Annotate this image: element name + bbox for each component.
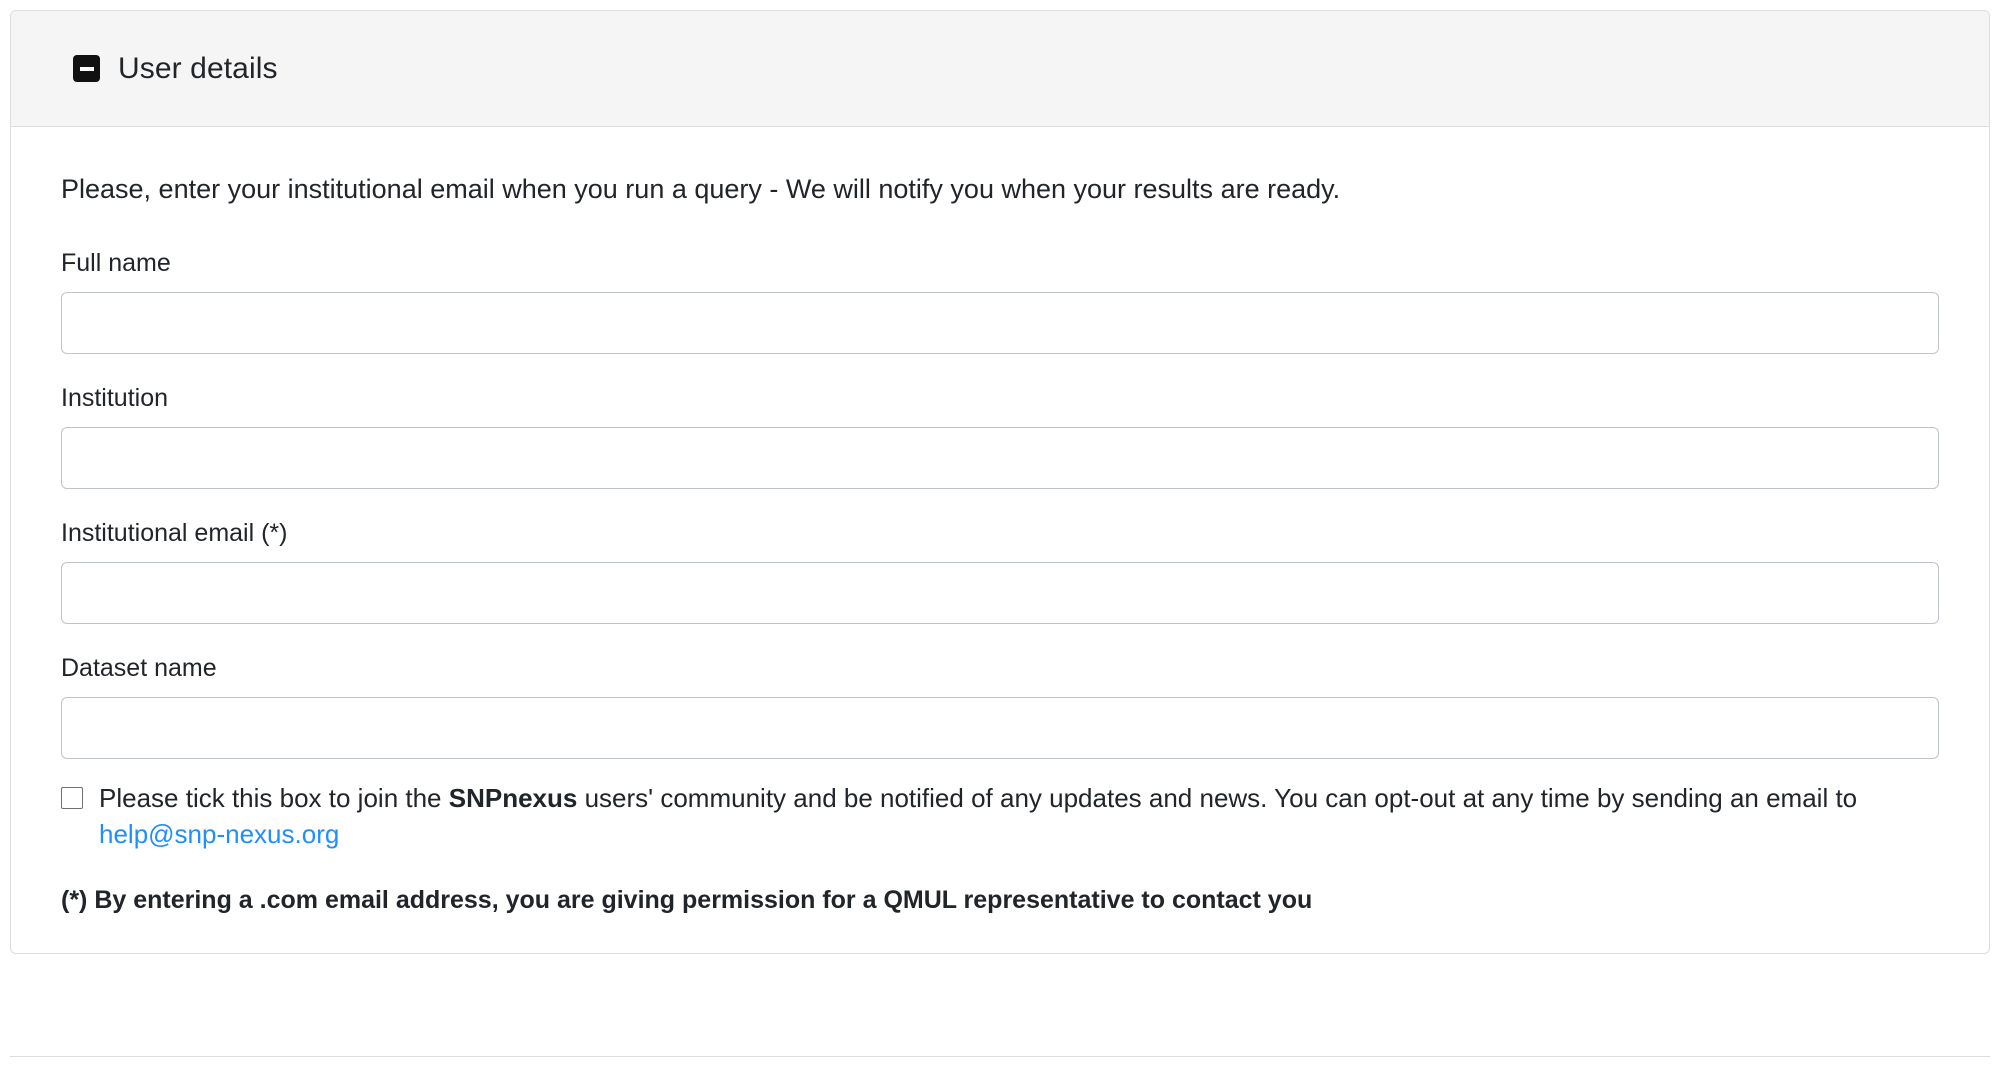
community-opt-in-checkbox[interactable] — [61, 787, 83, 809]
consent-row — [61, 781, 1939, 852]
full-name-input[interactable] — [61, 292, 1939, 354]
panel-header[interactable] — [11, 11, 1989, 127]
field-dataset-name — [61, 654, 1939, 759]
field-institution — [61, 384, 1939, 489]
consent-text-after: users' community and be notified of any updates and news. You can opt-out at any time by sending an email to — [577, 783, 1858, 814]
collapse-minus-icon[interactable] — [73, 55, 100, 82]
institutional-email-label: Institutional email (*) — [61, 519, 288, 548]
panel-body — [11, 127, 1989, 915]
field-institutional-email — [61, 519, 1939, 624]
institution-input[interactable] — [61, 427, 1939, 489]
com-email-note: (*) By entering a .com email address, you are giving permission for a QMUL representative to contact you — [61, 886, 1313, 915]
panel-title: User details — [118, 51, 278, 85]
support-email-link[interactable]: help@snp-nexus.org — [99, 818, 340, 849]
dataset-name-input[interactable] — [61, 697, 1939, 759]
consent-brand: SNPnexus — [448, 783, 578, 814]
consent-text — [99, 781, 1939, 852]
intro-text: Please, enter your institutional email when you run a query - We will notify you when your results are ready. — [61, 174, 1341, 204]
user-details-panel — [10, 10, 1990, 954]
consent-text-before: Please tick this box to join the — [99, 783, 449, 814]
full-name-label: Full name — [61, 249, 171, 278]
panel-bottom-divider — [10, 1056, 1990, 1057]
institutional-email-input[interactable] — [61, 562, 1939, 624]
field-full-name — [61, 249, 1939, 354]
institution-label: Institution — [61, 384, 169, 413]
dataset-name-label: Dataset name — [61, 654, 217, 683]
